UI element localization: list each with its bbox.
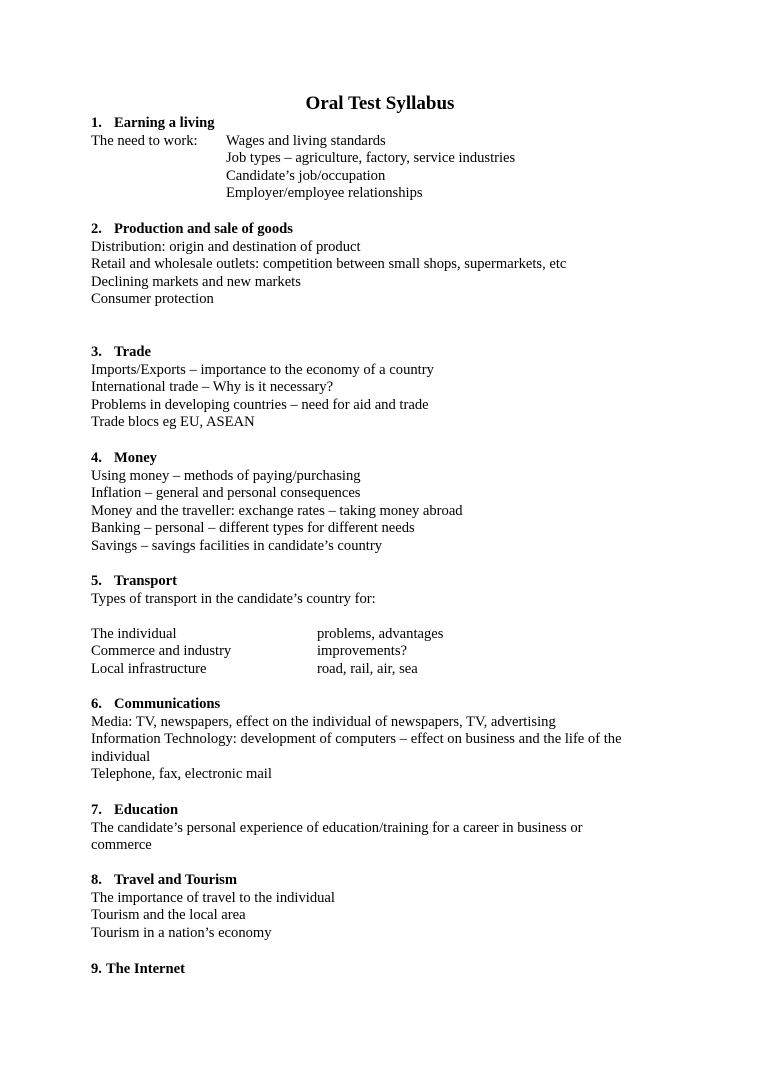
- section-heading: [91, 344, 671, 362]
- section-title: Travel and Tourism: [114, 872, 237, 888]
- list-item: Trade blocs eg EU, ASEAN: [91, 414, 255, 431]
- section-number: 7.: [91, 802, 102, 818]
- list-item: Media: TV, newspapers, effect on the individual of newspapers, TV, advertising: [91, 713, 556, 730]
- table-row: [91, 643, 671, 661]
- list-item: Banking – personal – different types for different needs: [91, 520, 415, 537]
- section-money: [91, 450, 671, 556]
- section-travel-and-tourism: [91, 872, 671, 942]
- item-label: The need to work:: [91, 132, 198, 149]
- document-title: Oral Test Syllabus: [305, 93, 455, 114]
- section-title: Communications: [114, 696, 221, 712]
- section-number: 2.: [91, 221, 102, 237]
- list-item: Savings – savings facilities in candidate’s country: [91, 537, 383, 554]
- section-heading: [91, 802, 671, 820]
- section-number: 4.: [91, 450, 102, 466]
- section-heading: [91, 872, 671, 890]
- section-communications: [91, 696, 671, 784]
- table-row: [91, 661, 671, 679]
- section-title: Money: [114, 450, 157, 466]
- list-item: [91, 168, 671, 186]
- table-cell: improvements?: [317, 643, 407, 660]
- section-title: Trade: [114, 344, 152, 360]
- list-item: [91, 185, 671, 203]
- list-item: Imports/Exports – importance to the economy of a country: [91, 361, 434, 378]
- list-item: Retail and wholesale outlets: competition between small shops, supermarkets, etc: [91, 256, 567, 273]
- item-text: Candidate’s job/occupation: [226, 167, 386, 184]
- list-item: The candidate’s personal experience of education/training for a career in business or commerce: [91, 819, 583, 854]
- section-number: 9.: [91, 961, 102, 977]
- section-trade: [91, 344, 671, 432]
- section-number: 1.: [91, 115, 102, 131]
- item-text: Job types – agriculture, factory, service industries: [226, 150, 516, 167]
- list-item: [91, 150, 671, 168]
- table-cell: Commerce and industry: [91, 643, 232, 660]
- list-item: [91, 133, 671, 151]
- table-cell: problems, advantages: [317, 625, 444, 642]
- list-item: Money and the traveller: exchange rates – taking money abroad: [91, 502, 463, 519]
- table-cell: Local infrastructure: [91, 660, 207, 677]
- table-cell: The individual: [91, 625, 177, 642]
- section-production-and-sale: [91, 221, 671, 309]
- section-number: 5.: [91, 573, 102, 589]
- section-transport: [91, 573, 671, 679]
- list-item: Telephone, fax, electronic mail: [91, 766, 272, 783]
- section-the-internet: [91, 961, 671, 979]
- list-item: Problems in developing countries – need for aid and trade: [91, 396, 429, 413]
- section-number: 6.: [91, 696, 102, 712]
- section-title: Earning a living: [114, 115, 215, 131]
- table-row: [91, 626, 671, 644]
- list-item: International trade – Why is it necessary?: [91, 379, 334, 396]
- section-intro: Types of transport in the candidate’s country for:: [91, 590, 376, 607]
- list-item: Distribution: origin and destination of product: [91, 238, 361, 255]
- table-cell: road, rail, air, sea: [317, 660, 418, 677]
- list-item: Using money – methods of paying/purchasing: [91, 467, 361, 484]
- section-heading: [91, 696, 671, 714]
- section-title: The Internet: [105, 961, 185, 977]
- list-item: Tourism in a nation’s economy: [91, 924, 272, 941]
- section-heading: [91, 573, 671, 591]
- section-title: Education: [114, 802, 179, 818]
- list-item: Consumer protection: [91, 291, 214, 308]
- item-text: Employer/employee relationships: [226, 185, 423, 202]
- list-item: Declining markets and new markets: [91, 273, 301, 290]
- section-heading: [91, 450, 671, 468]
- list-item: Information Technology: development of computers – effect on business and the life of the individual: [91, 731, 622, 765]
- section-number: 8.: [91, 872, 102, 888]
- section-title: Transport: [114, 573, 177, 589]
- list-item: The importance of travel to the individual: [91, 889, 335, 906]
- list-item: Tourism and the local area: [91, 907, 246, 924]
- list-item: Inflation – general and personal consequences: [91, 485, 361, 502]
- section-earning-a-living: [91, 115, 671, 203]
- item-text: Wages and living standards: [226, 132, 386, 149]
- section-heading: [91, 115, 671, 133]
- section-heading: [91, 961, 671, 979]
- section-heading: [91, 221, 671, 239]
- section-title: Production and sale of goods: [114, 221, 293, 237]
- section-number: 3.: [91, 344, 102, 360]
- section-education: [91, 802, 671, 855]
